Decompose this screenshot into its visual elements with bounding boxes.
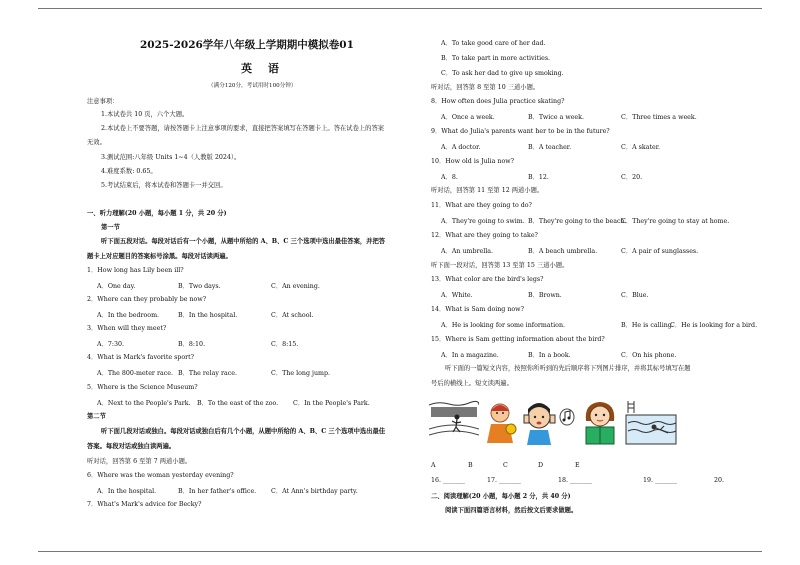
q1-option-b: B．Two days. — [178, 283, 221, 290]
cue-13-15: 听下面一段对话，回答第 13 至第 15 三道小题。 — [431, 262, 569, 269]
note-5: 5.考试结束后，将本试卷和答题卡一并交回。 — [101, 182, 227, 189]
q2-option-a: A．In the bedroom. — [97, 312, 160, 319]
picture-a-running-track — [429, 399, 479, 446]
question-1: 1．How long has Lily been ill? — [87, 267, 184, 274]
q14-option-c: C．He is looking for a bird. — [670, 322, 758, 329]
q9-option-c: C．A skater. — [621, 144, 661, 151]
note-2-cont: 无效。 — [87, 139, 106, 146]
q4-option-c: C．The long jump. — [271, 370, 331, 377]
section3-instruction-cont: 号后的横线上。短文读两遍。 — [431, 380, 513, 387]
q12-option-c: C．A pair of sunglasses. — [621, 248, 699, 255]
question-3: 3．When will they meet? — [87, 325, 167, 332]
q9-option-a: A．A doctor. — [441, 144, 481, 151]
question-10: 10．How old is Julia now? — [431, 158, 515, 165]
answer-blank-17[interactable]: 17. _______ — [487, 477, 522, 484]
cue-11-12: 听对话，回答第 11 至第 12 两道小题。 — [431, 187, 544, 194]
q8-option-c: C．Three times a week. — [621, 114, 697, 121]
q3-option-c: C．8:15. — [271, 341, 299, 348]
q10-option-c: C．20. — [621, 174, 643, 181]
question-11: 11．What are they going to do? — [431, 202, 532, 209]
picture-c-music-note — [558, 399, 580, 446]
q3-option-b: B．8:10. — [178, 341, 206, 348]
q15-option-b: B．In a book. — [528, 352, 571, 359]
q8-option-b: B．Twice a week. — [528, 114, 584, 121]
question-14: 14．What is Sam doing now? — [431, 306, 524, 313]
section1-instruction: 听下面五段对话。每段对话后有一个小题，从题中所给的 A、B、C 三个选项中选出最佳答案，并把答 — [101, 238, 386, 245]
question-7: 7．What's Mark's advice for Becky? — [87, 501, 202, 508]
picture-label-c: C — [503, 462, 508, 469]
section2-instruction-cont: 答案。每段对话或独白读两遍。 — [87, 443, 176, 450]
q5-option-c: C．In the People's Park. — [293, 400, 370, 407]
q8-option-a: A．Once a week. — [441, 114, 495, 121]
question-8: 8．How often does Julia practice skating? — [431, 98, 565, 105]
exam-title: 2025-2026学年八年级上学期期中模拟卷01 — [140, 39, 354, 51]
part1-heading: 一、听力理解(20 小题，每小题 1 分，共 20 分) — [87, 210, 227, 217]
q1-option-a: A．One day. — [97, 283, 136, 290]
note-1: 1.本试卷共 10 页，六个大题。 — [101, 111, 189, 118]
answer-blank-18[interactable]: 18. _______ — [558, 477, 593, 484]
q12-option-b: B．A beach umbrella. — [528, 248, 598, 255]
q4-option-b: B．The relay race. — [178, 370, 237, 377]
part2-instruction: 阅读下面四篇语言材料，然后按文后要求做题。 — [445, 507, 578, 514]
notes-heading: 注意事项： — [87, 98, 119, 105]
section1-heading: 第一节 — [101, 224, 120, 231]
question-6: 6．Where was the woman yesterday evening? — [87, 472, 234, 479]
q7-option-a: A．To take good care of her dad. — [441, 40, 546, 47]
exam-meta: （满分120分，考试用时100分钟） — [208, 83, 297, 89]
question-4: 4．What is Mark's favorite sport? — [87, 354, 195, 361]
q11-option-c: C．They're going to stay at home. — [621, 218, 730, 225]
question-2: 2．Where can they probably be now? — [87, 296, 207, 303]
q15-option-c: C．On his phone. — [621, 352, 677, 359]
cue-8-10: 听对话，回答第 8 至第 10 三道小题。 — [431, 84, 540, 91]
q13-option-c: C．Blue. — [621, 292, 649, 299]
q14-option-a: A．He is looking for some information. — [441, 322, 565, 329]
cue-6-7: 听对话，回答第 6 至第 7 两道小题。 — [87, 458, 192, 465]
q6-option-c: C．At Ann's birthday party. — [271, 488, 358, 495]
picture-label-a: A — [431, 462, 436, 469]
q11-option-a: A．They're going to swim. — [441, 218, 525, 225]
q7-option-c: C．To ask her dad to give up smoking. — [441, 70, 564, 77]
q2-option-c: C．At school. — [271, 312, 314, 319]
picture-label-d: D — [538, 462, 544, 469]
q7-option-b: B．To take part in more activities. — [441, 55, 551, 62]
answer-blank-19[interactable]: 19. _______ — [643, 477, 678, 484]
section2-heading: 第二节 — [87, 413, 106, 420]
section1-instruction-cont: 题卡上对应题目的答案标号涂黑。每段对话读两遍。 — [87, 253, 232, 260]
picture-c-boy-covering-ears — [521, 399, 558, 446]
q10-option-b: B．12. — [528, 174, 549, 181]
q13-option-a: A．White. — [441, 292, 473, 299]
q1-option-c: C．An evening. — [271, 283, 320, 290]
question-5: 5．Where is the Science Museum? — [87, 384, 198, 391]
picture-d-girl-reading-book — [580, 399, 620, 446]
answer-blank-20[interactable]: 20. — [714, 477, 725, 484]
q3-option-a: A．7:30. — [97, 341, 124, 348]
question-13: 13．What color are the bird's legs? — [431, 276, 544, 283]
q6-option-a: A．In the hospital. — [97, 488, 157, 495]
picture-label-e: E — [575, 462, 580, 469]
q15-option-a: A．In a magazine. — [441, 352, 499, 359]
q4-option-a: A．The 800-meter race. — [97, 370, 173, 377]
picture-b-girl-with-toy — [483, 399, 519, 446]
section2-instruction: 听下面几段对话或独白。每段对话或独白后有几个小题，从题中所给的 A、B、C 三个选项中选出最佳 — [101, 428, 386, 435]
q5-option-a: A．Next to the People's Park. — [97, 400, 191, 407]
q9-option-b: B．A teacher. — [528, 144, 572, 151]
question-15: 15．Where is Sam getting information about the bird? — [431, 336, 605, 343]
part2-heading: 二、阅读理解(20 小题，每小题 2 分，共 40 分) — [431, 493, 571, 500]
q11-option-b: B．They're going to the beach. — [528, 218, 627, 225]
q6-option-b: B．In her father's office. — [178, 488, 257, 495]
picture-label-b: B — [468, 462, 473, 469]
note-4: 4.难度系数: 0.65。 — [101, 168, 157, 175]
q5-option-b: B．To the east of the zoo. — [197, 400, 279, 407]
q13-option-b: B．Brown. — [528, 292, 562, 299]
subject-title: 英 语 — [241, 62, 285, 75]
picture-e-swimming-pool — [624, 399, 678, 446]
page-bottom-rule — [38, 551, 762, 552]
q12-option-a: A．An umbrella. — [441, 248, 494, 255]
q2-option-b: B．In the hospital. — [178, 312, 238, 319]
section3-instruction: 听下面的一篇短文内容，按照你所听到的先后顺序将下列图片排序，并将其标号填写在题 — [445, 365, 691, 372]
q10-option-a: A．8. — [441, 174, 458, 181]
page-top-rule — [38, 8, 762, 9]
note-2: 2.本试卷上不要答题，请按答题卡上注意事项的要求，直接把答案填写在答题卡上。答在试卷上的答案 — [101, 125, 385, 132]
question-12: 12．What are they going to take? — [431, 232, 538, 239]
note-3: 3.测试范围:八年级 Units 1~4（人教版 2024）。 — [101, 154, 241, 161]
answer-blank-16[interactable]: 16. _______ — [431, 477, 466, 484]
q14-option-b: B．He is calling. — [621, 322, 674, 329]
question-9: 9．What do Julia's parents want her to be in the future? — [431, 128, 610, 135]
